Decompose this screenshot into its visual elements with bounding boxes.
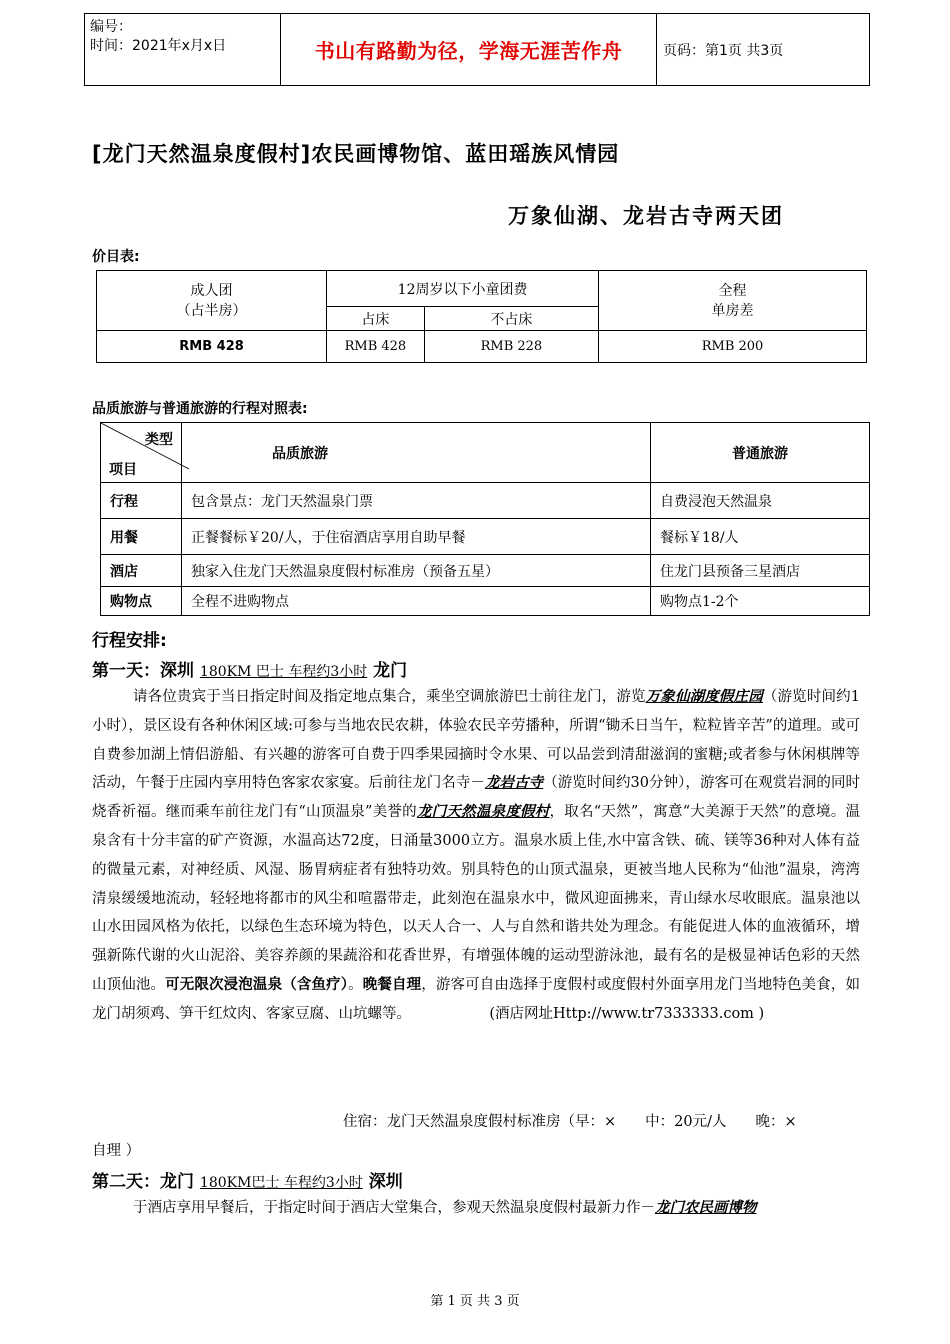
document-header [84, 13, 870, 86]
table-row: 酒店 独家入住龙门天然温泉度假村标准房（预备五星） 住龙门县预备三星酒店 [101, 555, 870, 587]
header-time: 时间：2021年x月x日 [90, 38, 227, 54]
day1-title: 第一天：深圳 180KM 巴士 车程约3小时 龙门 [92, 661, 408, 681]
col-normal: 普通旅游 [651, 423, 870, 483]
adult-price: RMB 428 [97, 331, 327, 363]
child-nobed-price: RMB 228 [424, 331, 598, 363]
header-page: 页码：第1页 共3页 [663, 42, 784, 59]
child-bed-price: RMB 428 [327, 331, 425, 363]
title-line-2: 万象仙湖、龙岩古寺两天团 [508, 204, 784, 228]
price-table-heading: 价目表: [92, 249, 140, 265]
hotel-website: (酒店网址Http://www.tr7333333.com ) [489, 1005, 765, 1022]
bold-dinner-self: 晚餐自理 [362, 975, 422, 993]
day1-stay-cont: 自理 ） [92, 1143, 141, 1159]
corner-cell [101, 423, 182, 483]
adult-header: 成人团 （占半房） [97, 271, 327, 331]
itinerary-heading: 行程安排: [92, 631, 167, 651]
day1-description: 请各位贵宾于当日指定时间及指定地点集合，乘坐空调旅游巴士前往龙门，游览万象仙湖度假庄园（游览时间约1小时），景区设有各种休闲区域:可参与当地农民农耕，体验农民辛劳播种，所谓“锄禾日当午，粒粒皆辛苦”的道理。或可自费参加湖上情侣游船、有兴趣的游客可自费于四季果园摘时令水果、可以品尝到清甜滋润的蜜糖;或者参与休闲棋牌等活动，午餐于庄园内享用特色客家农家宴。后前往龙门名寺－龙岩古寺（游览时间约30分钟），游客可在观赏岩洞的同时烧香祈福。继而乘车前往龙门有“山顶温泉”美誉的龙门天然温泉度假村，取名“天然”，寓意“大美源于天然”的意境。温泉含有十分丰富的矿产资源，水温高达72度，日涌量3000立方。温泉水质上佳,水中富含铁、硫、镁等36种对人体有益的微量元素，对神经质、风湿、肠胃病症者有独特功效。别具特色的山顶式温泉，更被当地人民称为“仙池”温泉，湾湾清泉缓缓地流动，轻轻地将都市的风尘和喧嚣带走，此刻泡在温泉水中，微风迎面拂来，青山绿水尽收眼底。温泉池以山水田园风格为依托，以绿色生态环境为特色，以天人合一、人与自然和谐共处为理念。有能促进人体的血液循环，增强新陈代谢的火山泥浴、美容养颜的果蔬浴和花香世界，有增强体魄的运动型游泳池，最有名的是极显神话色彩的天然山顶仙池。可无限次浸泡温泉（含鱼疗）。晚餐自理，游客可自由选择于度假村或度假村外面享用龙门当地特色美食，如龙门胡须鸡、笋干红炆肉、客家豆腐、山坑螺等。 (酒店网址Http://www.tr7333333.com ) [92, 688, 861, 1022]
day2-title: 第二天：龙门 180KM巴士 车程约3小时 深圳 [92, 1172, 403, 1192]
corner-item: 项目 [109, 462, 137, 478]
header-motto: 书山有路勤为径，学海无涯苦作舟 [281, 14, 657, 85]
highlight-hot-spring-resort: 龙门天然温泉度假村 [416, 803, 550, 821]
compare-table [100, 422, 870, 616]
day2-route: 180KM巴士 车程约3小时 [199, 1175, 363, 1191]
price-table [96, 270, 867, 363]
day1-stay: 住宿：龙门天然温泉度假村标准房（早：× 中：20元/人 晚：× [343, 1114, 797, 1130]
highlight-farmer-painting-museum: 龙门农民画博物 [655, 1199, 757, 1216]
day2-description: 于酒店享用早餐后，于指定时间于酒店大堂集合，参观天然温泉度假村最新力作－龙门农民画博物 [133, 1199, 757, 1216]
corner-type: 类型 [145, 432, 173, 448]
child-nobed-header: 不占床 [424, 307, 598, 331]
compare-table-heading: 品质旅游与普通旅游的行程对照表: [92, 401, 308, 417]
highlight-longyan-temple: 龙岩古寺 [484, 774, 544, 792]
highlight-wanxiang-lake: 万象仙湖度假庄园 [645, 688, 763, 705]
col-quality: 品质旅游 [182, 423, 651, 483]
title-line-1: [龙门天然温泉度假村]农民画博物馆、蓝田瑶族风情园 [92, 142, 620, 166]
header-meta [85, 14, 281, 85]
single-price: RMB 200 [599, 331, 867, 363]
day1-route: 180KM 巴士 车程约3小时 [199, 664, 368, 680]
child-bed-header: 占床 [327, 307, 425, 331]
single-header: 全程 单房差 [599, 271, 867, 331]
page-footer: 第 1 页 共 3 页 [430, 1294, 520, 1309]
table-row: 行程 包含景点：龙门天然温泉门票 自费浸泡天然温泉 [101, 483, 870, 519]
header-number: 编号： [90, 19, 132, 35]
bold-unlimited-spring: 可无限次浸泡温泉（含鱼疗） [165, 975, 349, 993]
table-row: 用餐 正餐餐标￥20/人，于住宿酒店享用自助早餐 餐标￥18/人 [101, 519, 870, 555]
table-row: 购物点 全程不进购物点 购物点1-2个 [101, 587, 870, 616]
child-header: 12周岁以下小童团费 [327, 271, 599, 307]
